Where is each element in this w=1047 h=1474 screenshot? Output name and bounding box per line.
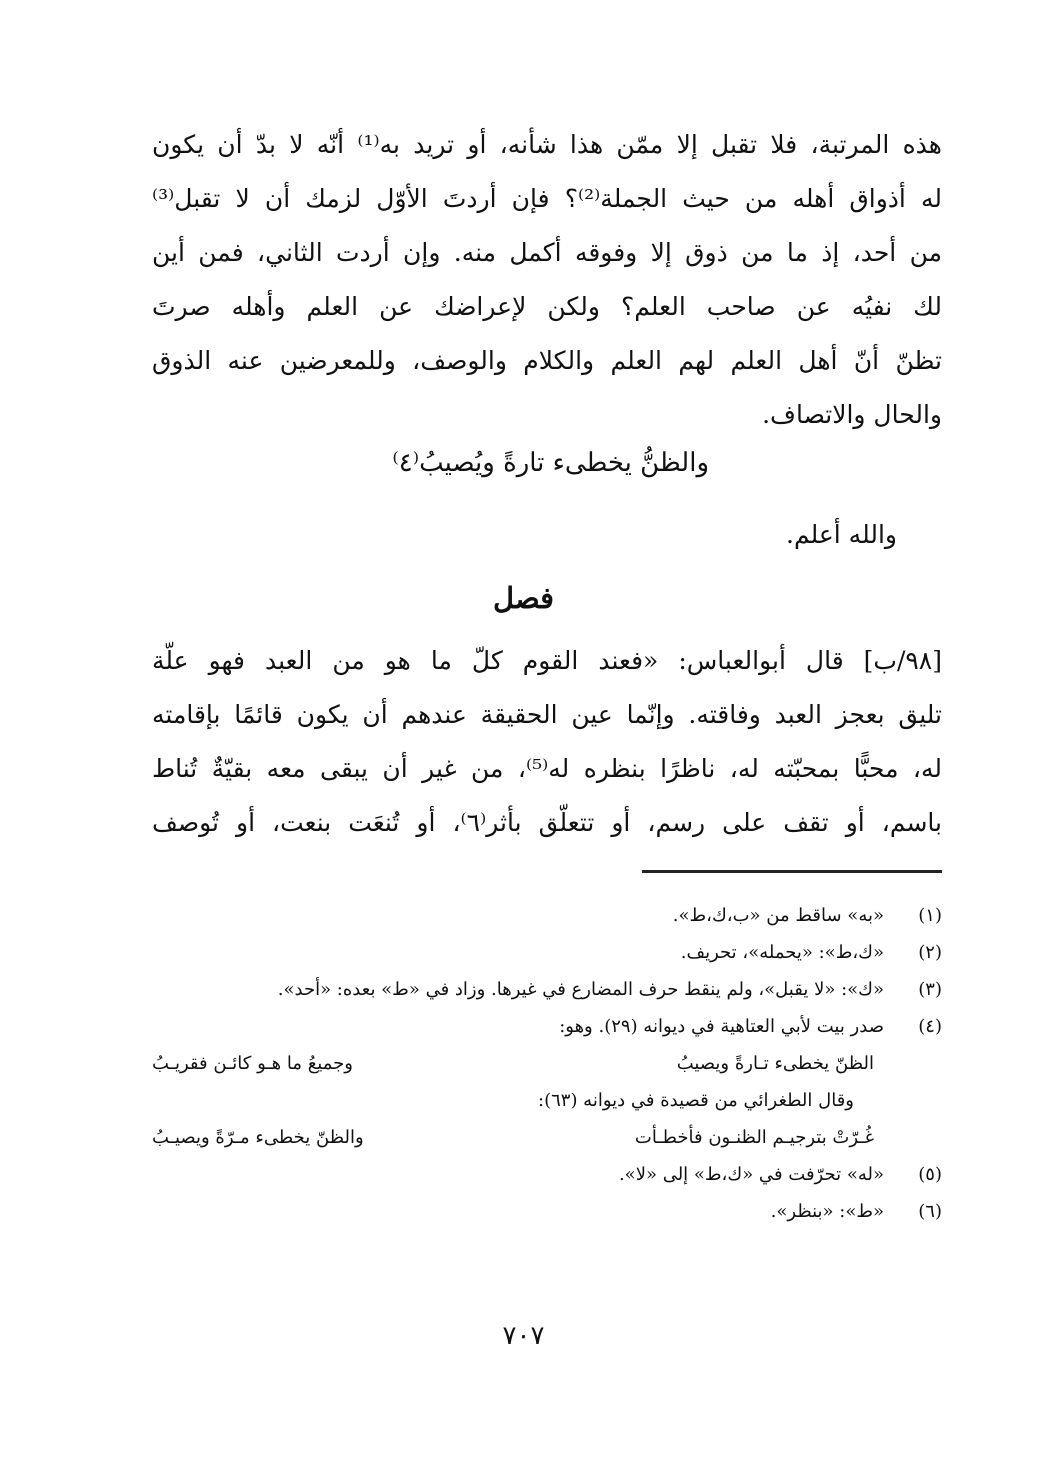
footnote-text: «ك»: «لا يقبل»، ولم ينقط حرف المضارع في غيرها. وزاد في «ط» بعده: «أحد». xyxy=(277,979,884,1000)
footnote-number: (٣) xyxy=(918,979,942,1000)
footnote-text: «له» تحرّفت في «ك،ط» إلى «لا». xyxy=(618,1164,884,1185)
hemistich-second: وجميعُ ما هـو كائـن فقريـبُ xyxy=(152,1053,353,1074)
footnote-number: (٢) xyxy=(918,942,942,963)
footnote-text: «ط»: «بنظر». xyxy=(770,1201,884,1222)
paragraph-1 xyxy=(152,118,942,442)
page-number: ٧٠٧ xyxy=(502,1321,545,1351)
footnote-number: (٦) xyxy=(918,1201,942,1222)
text-line: له، محبًّا بمحبّته له، ناظرًا بنظره له⁽⁵⁾، من غير أن يبقى معه بقيّةٌ تُناط xyxy=(152,754,942,783)
footnote xyxy=(152,971,942,1008)
verse-quote: والظنُّ يخطىء تارةً ويُصيبُ⁽٤⁾ xyxy=(392,448,709,478)
poem-couplet xyxy=(152,1119,884,1156)
text-line: تظنّ أنّ أهل العلم لهم العلم والكلام والوصف، وللمعرضين عنه الذوق xyxy=(152,346,942,375)
text-line: لك نفيُه عن صاحب العلم؟ ولكن لإعراضك عن العلم وأهله صرتَ xyxy=(152,292,942,321)
poem-couplet xyxy=(152,1045,884,1082)
text-line: [٩٨/ب] قال أبوالعباس: «فعند القوم كلّ ما هو من العبد فهو علّة xyxy=(152,646,942,675)
footnote-text: صدر بيت لأبي العتاهية في ديوانه (٢٩). وهو: xyxy=(559,1016,884,1037)
footnote-number: (٤) xyxy=(918,1016,942,1037)
section-heading: فصل xyxy=(493,581,554,615)
footnote-divider xyxy=(642,870,942,873)
footnote xyxy=(152,934,942,971)
footnote-subnote: وقال الطغرائي من قصيدة في ديوانه (٦٣): xyxy=(538,1090,854,1111)
paragraph-2 xyxy=(152,634,942,850)
text-line: هذه المرتبة، فلا تقبل إلا ممّن هذا شأنه، أو تريد به⁽¹⁾ أنّه لا بدّ أن يكون xyxy=(152,130,942,159)
footnote-number: (١) xyxy=(918,905,942,926)
text-line: باسم، أو تقف على رسم، أو تتعلّق بأثر⁽٦⁾، أو تُنعَت بنعت، أو تُوصف xyxy=(152,808,942,837)
hemistich-second: والظنّ يخطىء مـرّةً ويصيـبُ xyxy=(152,1127,364,1148)
text-line: من أحد، إذ ما من ذوق إلا وفوقه أكمل منه. وإن أردت الثاني، فمن أين xyxy=(152,238,942,267)
footnote xyxy=(152,1156,942,1193)
footnote-text: «به» ساقط من «ب،ك،ط». xyxy=(672,905,884,926)
footnote-text: «ك،ط»: «يحمله»، تحريف. xyxy=(680,942,884,963)
footnotes xyxy=(152,897,942,1230)
hemistich-first: غُـرّتْ بترجيـم الظنـون فأخطـأت xyxy=(634,1127,874,1148)
footnote-number: (٥) xyxy=(918,1164,942,1185)
hemistich-first: الظنّ يخطىء تـارةً ويصيبُ xyxy=(676,1053,874,1074)
closing-phrase: والله أعلم. xyxy=(786,520,897,549)
footnote xyxy=(152,1008,942,1156)
text-line: والحال والاتصاف. xyxy=(762,400,942,429)
footnote xyxy=(152,897,942,934)
footnote xyxy=(152,1193,942,1230)
text-line: له أذواق أهله من حيث الجملة⁽²⁾؟ فإن أردتَ الأوّل لزمك أن لا تقبل⁽³⁾ xyxy=(152,184,942,213)
text-line: تليق بعجز العبد وفاقته. وإنّما عين الحقيقة عندهم أن يكون قائمًا بإقامته xyxy=(152,700,942,729)
